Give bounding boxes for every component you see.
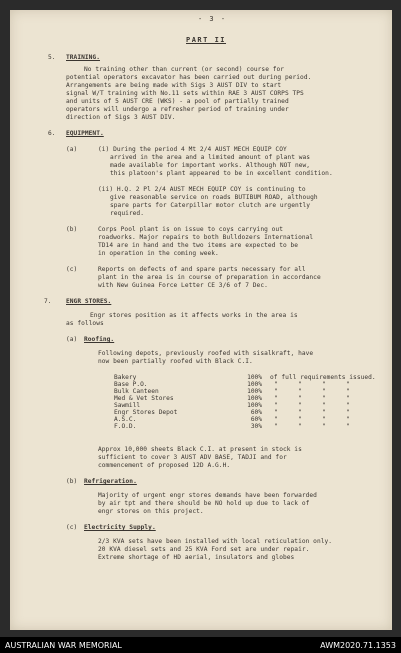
section-6a-i-line: made available for important works. Although NOT new, (110, 162, 311, 169)
stores-table (114, 374, 362, 430)
ditto-mark: " (274, 409, 278, 416)
stores-depot-name: Base P.O. (114, 381, 148, 388)
section-7c-label: (c) (66, 524, 78, 531)
section-6a-ii-line: spare parts for Caterpillar motor clutch are urgently (110, 202, 311, 209)
ditto-mark: " (346, 381, 350, 388)
section-6b-line: Corps Pool plant is on issue to coys carrying out (98, 226, 283, 233)
ditto-mark: " (322, 409, 326, 416)
stores-depot-name: Med & Vet Stores (114, 395, 174, 402)
ditto-mark: " (346, 416, 350, 423)
section-7b-line: Majority of urgent engr stores demands have been forwarded (98, 492, 317, 499)
section-5-line: Arrangements are being made with Sigs 3 AUST DIV to start (66, 82, 282, 89)
ditto-mark: " (274, 423, 278, 430)
ditto-mark: " (298, 402, 302, 409)
stores-percent: 60% (250, 409, 262, 416)
stores-percent: 60% (250, 416, 262, 423)
section-5-line: No training other than current (or second) course for (84, 66, 285, 73)
ditto-mark: " (298, 381, 302, 388)
stores-percent: 100% (247, 402, 262, 409)
ditto-mark: " (322, 416, 326, 423)
section-5-number: 5. (48, 54, 56, 61)
ditto-mark: " (274, 416, 278, 423)
section-5-line: operators will undergo a refresher period of training under (66, 106, 289, 113)
document-page (10, 10, 392, 630)
section-6c-line: plant in the area is in course of preparation in accordance (98, 274, 321, 281)
stores-percent: 100% (247, 388, 262, 395)
ditto-mark: " (322, 423, 326, 430)
part-heading: PART II (186, 36, 227, 44)
ditto-mark: " (274, 402, 278, 409)
ditto-mark: " (322, 381, 326, 388)
section-6-number: 6. (48, 130, 56, 137)
section-6b-line: in operation in the coming week. (98, 250, 219, 257)
section-6a-ii-line: (ii) H.Q. 2 Pl 2/4 AUST MECH EQUIP COY is continuing to (98, 186, 306, 193)
stores-depot-name: Sawmill (114, 402, 141, 409)
stores-depot-name: F.O.D. (114, 423, 137, 430)
stores-percent: 100% (247, 374, 262, 381)
stores-table-row (114, 409, 362, 416)
section-7b-label: (b) (66, 478, 78, 485)
section-5-line: and units of 5 AUST CRE (WKS) - a pool of partially trained (66, 98, 289, 105)
ditto-mark: " (322, 395, 326, 402)
section-7a-after-line: commencement of proposed 12D A.G.H. (98, 462, 231, 469)
section-6a-label: (a) (66, 146, 78, 153)
section-6a-i-line: this platoon's plant appeared to be in excellent condition. (110, 170, 333, 177)
section-7b-line: by air tpt and there should be NO hold up due to lack of (98, 500, 310, 507)
stores-percent: 100% (247, 381, 262, 388)
ditto-mark: " (298, 409, 302, 416)
section-7c-heading: Electricity Supply. (84, 524, 156, 531)
stores-table-row (114, 395, 362, 402)
section-7a-line: now been partially roofed with Black C.I. (98, 358, 253, 365)
footer-source: AUSTRALIAN WAR MEMORIAL (5, 641, 122, 650)
ditto-mark: " (346, 423, 350, 430)
section-7-heading: ENGR STORES. (66, 298, 112, 305)
section-7b-line: engr stores on this project. (98, 508, 204, 515)
stores-depot-name: Bakery (114, 374, 137, 381)
ditto-mark: " (346, 402, 350, 409)
ditto-mark: " (298, 416, 302, 423)
section-7a-heading: Roofing. (84, 336, 115, 343)
ditto-mark: " (274, 388, 278, 395)
section-6a-i-line: arrived in the area and a limited amount of plant was (110, 154, 311, 161)
section-7b-heading: Refrigeration. (84, 478, 137, 485)
stores-percent: 100% (247, 395, 262, 402)
ditto-mark: " (298, 423, 302, 430)
footer-bar (0, 637, 401, 653)
section-5-line: direction of Sigs 3 AUST DIV. (66, 114, 176, 121)
stores-table-row (114, 374, 362, 381)
stores-table-row (114, 416, 362, 423)
stores-table-row (114, 388, 362, 395)
section-6c-label: (c) (66, 266, 78, 273)
page-number: - 3 - (198, 15, 227, 23)
stores-table-row (114, 381, 362, 388)
stores-percent: 30% (250, 423, 262, 430)
stores-table-row (114, 423, 362, 430)
section-7-number: 7. (44, 298, 52, 305)
stores-table-row (114, 402, 362, 409)
ditto-mark: " (346, 388, 350, 395)
section-6a-i-line: (i) During the period 4 Mt 2/4 AUST MECH EQUIP COY (98, 146, 287, 153)
section-6b-line: TD14 are in hand and the two items are expected to be (98, 242, 299, 249)
ditto-mark: " (322, 388, 326, 395)
section-6a-ii-line: give reasonable service on roads BUTIBUM ROAD, although (110, 194, 318, 201)
ditto-mark: " (298, 395, 302, 402)
section-7a-after-line: sufficient to cover 3 AUST ADV BASE, TADJI and for (98, 454, 287, 461)
section-6b-line: roadworks. Major repairs to both Bulldozers International (98, 234, 314, 241)
section-6b-label: (b) (66, 226, 78, 233)
footer-reference: AWM2020.71.1353 (320, 641, 396, 650)
section-7a-after-line: Approx 10,000 sheets Black C.I. at present in stock is (98, 446, 302, 453)
section-5-line: signal W/T training with No.11 sets within RAE 3 AUST CORPS TPS (66, 90, 304, 97)
ditto-mark: " (322, 402, 326, 409)
section-5-line: potential operators excavator has been carried out during period. (66, 74, 312, 81)
stores-table-header: of full requirements issued. (270, 374, 376, 381)
ditto-mark: " (274, 381, 278, 388)
ditto-mark: " (298, 388, 302, 395)
ditto-mark: " (346, 409, 350, 416)
section-7c-line: 2/3 KVA sets have been installed with local reticulation only. (98, 538, 333, 545)
ditto-mark: " (274, 395, 278, 402)
section-5-heading: TRAINING. (66, 54, 100, 61)
section-7-intro-line: Engr stores position as it affects works in the area is (90, 312, 298, 319)
section-6c-line: Reports on defects of and spare parts necessary for all (98, 266, 306, 273)
stores-depot-name: Engr Stores Depot (114, 409, 178, 416)
section-7c-line: 20 KVA diesel sets and 25 KVA Ford set are under repair. (98, 546, 310, 553)
ditto-mark: " (346, 395, 350, 402)
stores-depot-name: A.S.C. (114, 416, 137, 423)
section-6c-line: with New Guinea Force Letter CE 3/6 of 7 Dec. (98, 282, 268, 289)
section-7-intro-line: as follows (66, 320, 104, 327)
section-7a-line: Following depots, previously roofed with sisalkraft, have (98, 350, 314, 357)
section-7a-label: (a) (66, 336, 78, 343)
stores-depot-name: Bulk Canteen (114, 388, 159, 395)
section-6-heading: EQUIPMENT. (66, 130, 104, 137)
section-6a-ii-line: required. (110, 210, 144, 217)
section-7c-line: Extreme shortage of HD aerial, insulators and globes (98, 554, 295, 561)
